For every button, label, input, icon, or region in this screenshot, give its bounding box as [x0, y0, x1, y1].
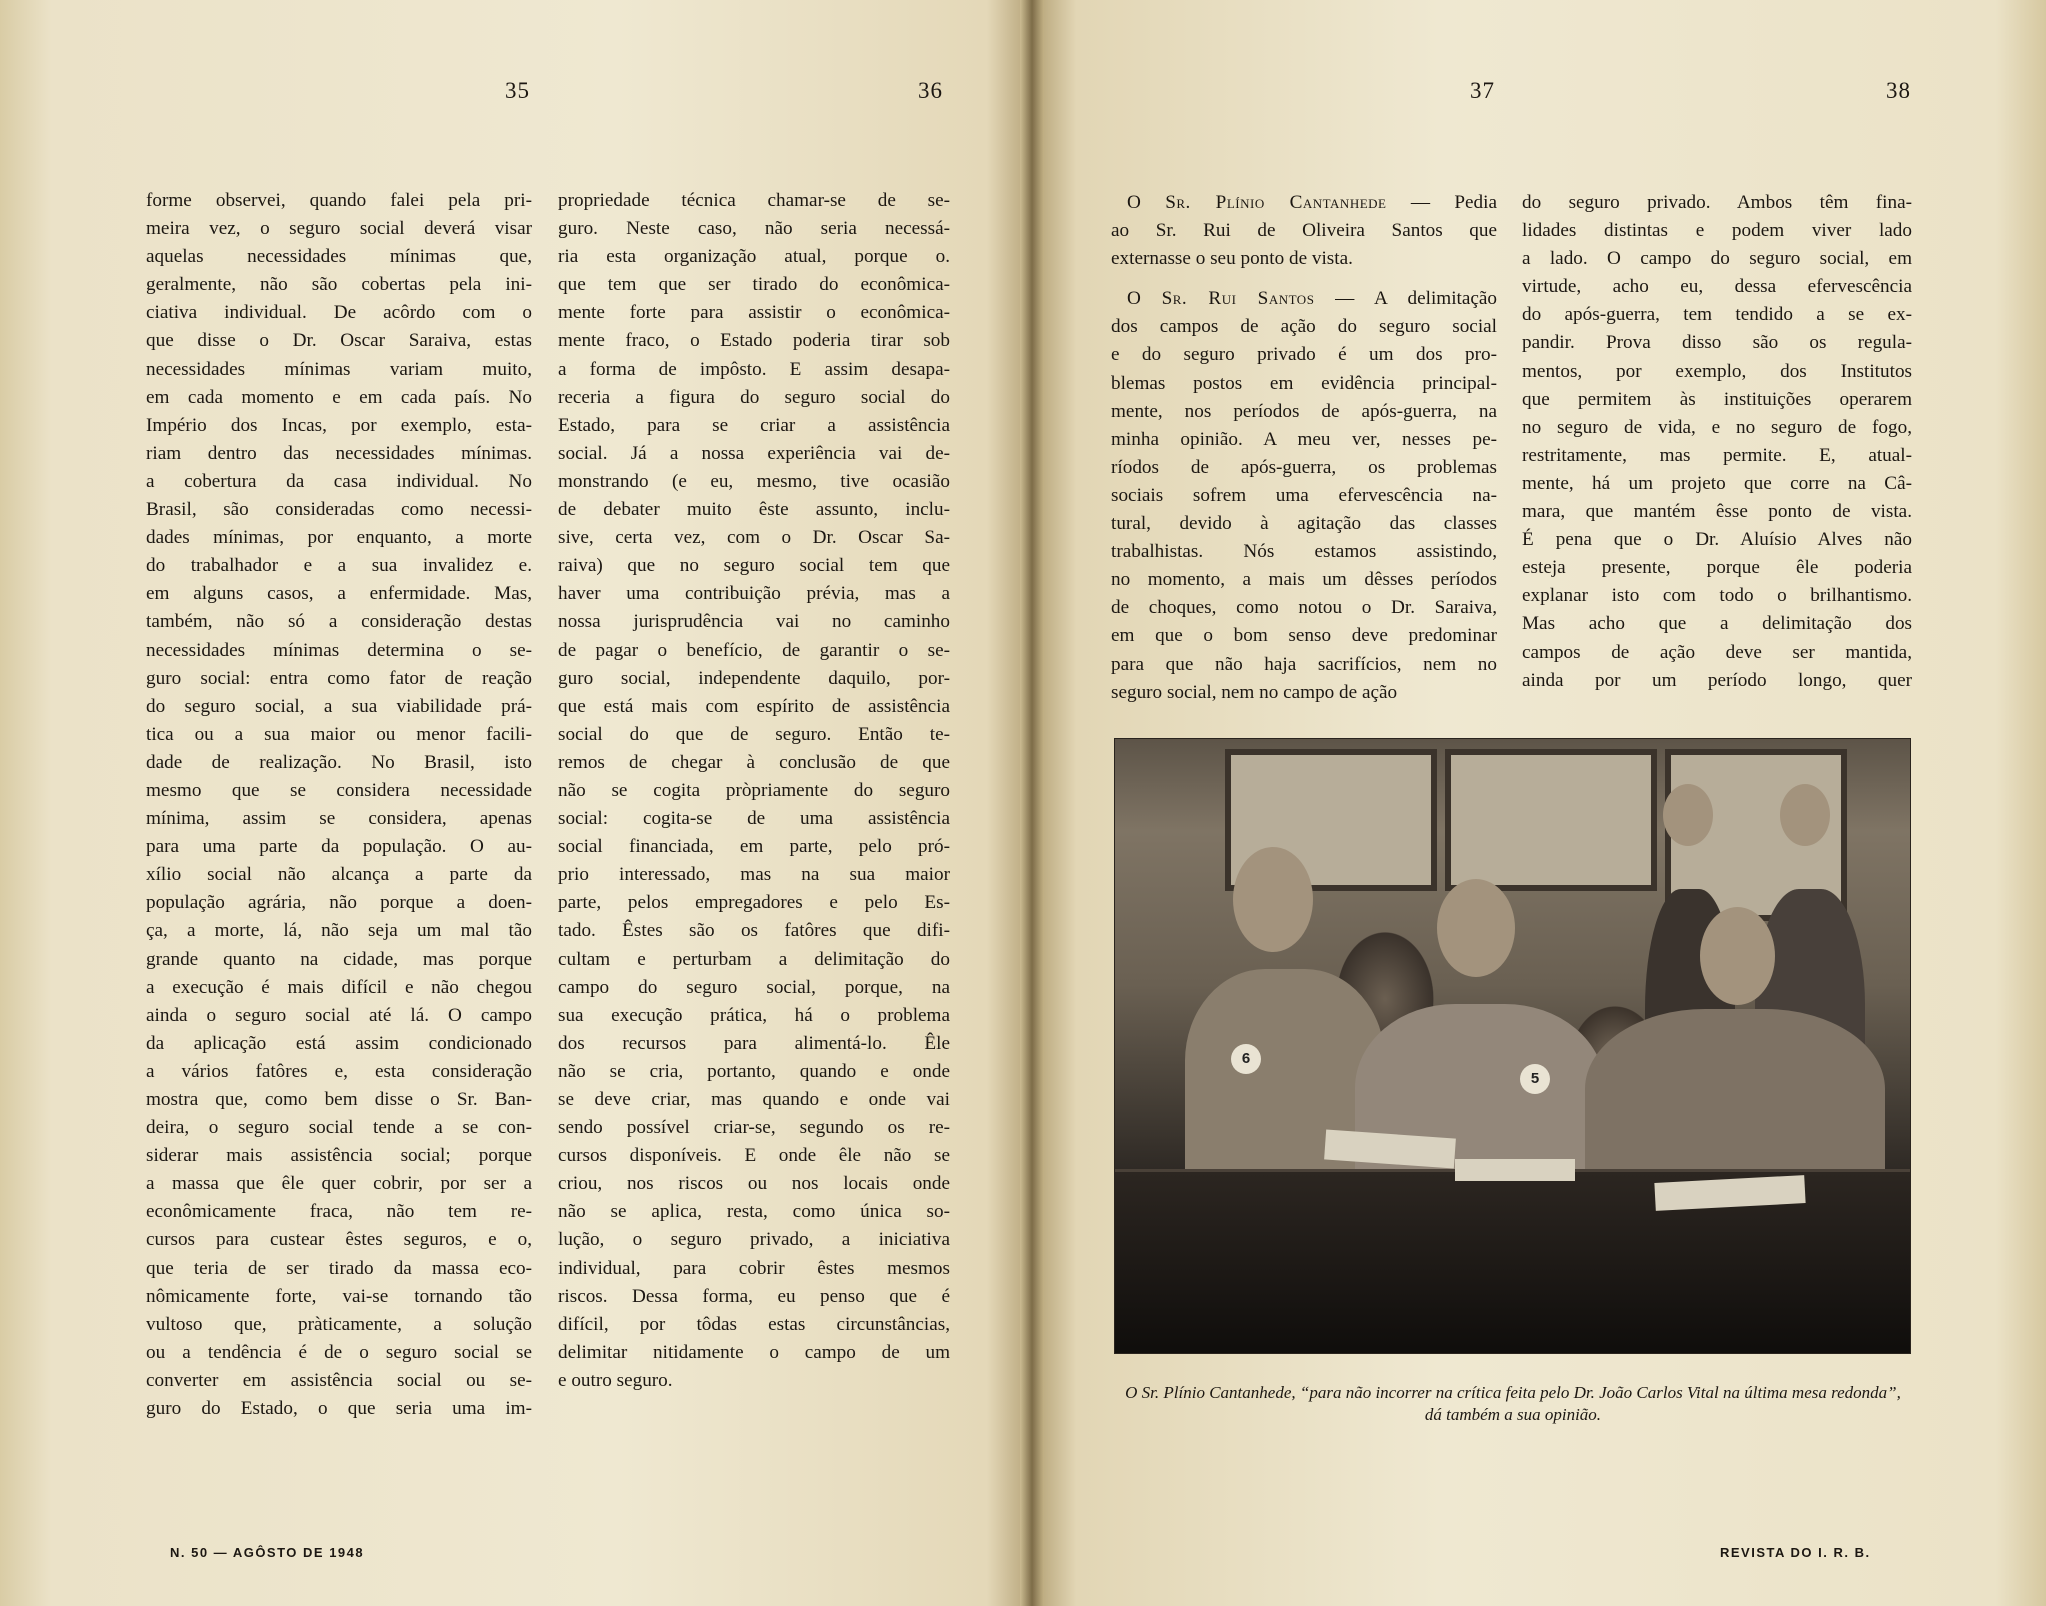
speaker-prefix: O: [1127, 288, 1141, 310]
text-line: ainda por um período longo, quer: [1522, 669, 1912, 691]
text-line: ria esta organização atual, porque o.: [558, 246, 950, 268]
text-column-3: [1111, 189, 1497, 707]
text-line: que disse o Dr. Oscar Saraiva, estas: [146, 330, 532, 352]
speaker-prefix: O: [1127, 192, 1141, 213]
text-line: forme observei, quando falei pela pri-: [146, 190, 532, 211]
text-line: vultoso que, pràticamente, a solução: [146, 1313, 532, 1335]
text-line: não se cria, portanto, quando e onde: [558, 1060, 950, 1082]
text-line: tica ou a sua maior ou menor facili-: [146, 723, 532, 745]
text-line: Estado, para se criar a assistência: [558, 414, 950, 436]
text-line: sociais sofrem uma efervescência na-: [1111, 484, 1497, 506]
text-line: mostra que, como bem disse o Sr. Ban-: [146, 1089, 532, 1110]
text-line: do seguro social, a sua viabilidade prá-: [146, 695, 532, 717]
text-line: guro do Estado, o que seria uma im-: [146, 1398, 532, 1420]
text-line: ça, a morte, lá, não seja um mal tão: [146, 920, 532, 942]
text-line: a forma de impôsto. E assim desapa-: [558, 358, 950, 380]
col3-p2-first-rest: — A delimitação: [1335, 288, 1498, 310]
papers-on-table: [1455, 1159, 1575, 1181]
text-line: de choques, como notou o Dr. Saraiva,: [1111, 597, 1497, 619]
text-line: população agrária, não porque a doen-: [146, 892, 532, 914]
text-line: e do seguro privado é um dos pro-: [1111, 344, 1497, 366]
text-line: deira, o seguro social tende a se con-: [146, 1117, 532, 1139]
text-line: guro. Neste caso, não seria necessá-: [558, 218, 950, 240]
text-column-1: [146, 187, 532, 1423]
text-line: de pagar o benefício, de garantir o se-: [558, 639, 950, 661]
text-line: mesmo que se considera necessidade: [146, 779, 532, 801]
standing-man-head: [1780, 784, 1830, 846]
text-line: em cada momento e em cada país. No: [146, 386, 532, 408]
text-line: mente, há um projeto que corre na Câ-: [1522, 472, 1912, 494]
text-line: dades mínimas, por enquanto, a morte: [146, 527, 532, 549]
text-line: a execução é mais difícil e não chegou: [146, 976, 532, 998]
text-line: receria a figura do seguro social do: [558, 386, 950, 408]
text-line: mara, que mantém êsse ponto de vista.: [1522, 501, 1912, 523]
text-line: social financiada, em parte, pelo pró-: [558, 836, 950, 858]
text-line: sive, certa vez, com o Dr. Oscar Sa-: [558, 527, 950, 549]
text-column-4: [1522, 189, 1912, 695]
text-line: econômicamente fraca, não tem re-: [146, 1201, 532, 1223]
text-line: restritamente, mas permite. E, atual-: [1522, 444, 1912, 466]
text-line: virtude, acho eu, dessa efervescência: [1522, 276, 1912, 298]
text-line: em que o bom senso deve predominar: [1111, 625, 1497, 647]
text-line: criou, nos riscos ou nos locais onde: [558, 1173, 950, 1195]
text-line: no seguro de vida, e no seguro de fogo,: [1522, 416, 1912, 438]
text-line: cultam e perturbam a delimitação do: [558, 948, 950, 970]
text-line: tural, devido à agitação das classes: [1111, 513, 1497, 535]
text-line: sendo possível criar-se, segundo os re-: [558, 1117, 950, 1139]
text-line: siderar mais assistência social; porque: [146, 1145, 532, 1167]
text-line: blemas postos em evidência principal-: [1111, 372, 1497, 394]
text-line: ciativa individual. De acôrdo com o: [146, 302, 532, 324]
text-line: remos de chegar à conclusão de que: [558, 751, 950, 773]
text-line: para que não haja sacrifícios, nem no: [1111, 653, 1497, 675]
text-line: mentos, por exemplo, dos Institutos: [1522, 360, 1912, 382]
text-line: lidades distintas e podem viver lado: [1522, 220, 1912, 242]
text-line: delimitar nitidamente o campo de um: [558, 1341, 950, 1363]
col3-p1-first-rest: — Pedia: [1410, 192, 1497, 213]
text-line: do trabalhador e a sua invalidez e.: [146, 555, 532, 577]
text-line: meira vez, o seguro social deverá visar: [146, 218, 532, 240]
text-line: riscos. Dessa forma, eu penso que é: [558, 1285, 950, 1307]
text-line: Mas acho que a delimitação dos: [1522, 613, 1912, 635]
page-number-37: 37: [1470, 78, 1495, 103]
text-line: geralmente, não são cobertas pela ini-: [146, 274, 532, 296]
text-line: ríodos de após-guerra, os problemas: [1111, 456, 1497, 478]
seated-man-head: [1700, 907, 1775, 1005]
page-number-35: 35: [505, 78, 530, 103]
speaker-name-rui: Sr. Rui Santos: [1161, 288, 1315, 310]
text-column-2: [558, 187, 950, 1395]
text-line: difícil, por tôdas estas circunstâncias,: [558, 1313, 950, 1335]
text-line: necessidades mínimas variam muito,: [146, 358, 532, 380]
text-line: prio interessado, mas na sua maior: [558, 864, 950, 886]
text-line: não se aplica, resta, como única so-: [558, 1201, 950, 1223]
text-line: haver uma contribuição prévia, mas a: [558, 583, 950, 605]
text-line: grande quanto na cidade, mas porque: [146, 948, 532, 970]
text-line: não se cogita pròpriamente do seguro: [558, 779, 950, 801]
text-line: Brasil, são consideradas como necessi-: [146, 499, 532, 521]
text-line: converter em assistência social ou se-: [146, 1369, 532, 1391]
text-line: esteja presente, porque êle poderia: [1522, 557, 1912, 579]
text-line: e outro seguro.: [558, 1369, 673, 1391]
text-line: do seguro privado. Ambos têm fina-: [1522, 192, 1912, 213]
text-line: parte, pelos empregadores e pelo Es-: [558, 892, 950, 914]
text-line: a lado. O campo do seguro social, em: [1522, 248, 1912, 270]
seated-man-head: [1233, 847, 1313, 952]
text-line: nômicamente forte, vai-se tornando tão: [146, 1285, 532, 1307]
text-line: aquelas necessidades mínimas que,: [146, 246, 532, 268]
text-line: guro social: entra como fator de reação: [146, 667, 532, 689]
text-line: campos de ação deve ser mantida,: [1522, 641, 1912, 663]
text-line: explanar isto com todo o brilhantismo.: [1522, 585, 1912, 607]
text-line: mínima, assim se considera, apenas: [146, 808, 532, 830]
text-line: xílio social não alcança a parte da: [146, 864, 532, 886]
text-line: sua execução prática, há o problema: [558, 1004, 950, 1026]
text-line: a cobertura da casa individual. No: [146, 470, 532, 492]
text-line: cursos disponíveis. E onde êle não se: [558, 1145, 950, 1167]
text-line: minha opinião. A meu ver, nesses pe-: [1111, 428, 1497, 450]
text-line: propriedade técnica chamar-se de se-: [558, 190, 950, 211]
book-gutter: [1020, 0, 1044, 1606]
text-line: de debater muito êste assunto, inclu-: [558, 499, 950, 521]
text-line: da aplicação está assim condicionado: [146, 1032, 532, 1054]
text-line: Império dos Incas, por exemplo, esta-: [146, 414, 532, 436]
text-line: mente, nos períodos de após-guerra, na: [1111, 400, 1497, 422]
text-line: campo do seguro social, porque, na: [558, 976, 950, 998]
text-line: É pena que o Dr. Aluísio Alves não: [1522, 529, 1912, 551]
seated-man-head: [1437, 879, 1515, 977]
text-line: social do que de seguro. Então te-: [558, 723, 950, 745]
text-line: riam dentro das necessidades mínimas.: [146, 442, 532, 464]
text-line: que teria de ser tirado da massa eco-: [146, 1257, 532, 1279]
text-line: externasse o seu ponto de vista.: [1111, 248, 1353, 270]
text-line: necessidades mínimas determina o se-: [146, 639, 532, 661]
text-line: em alguns casos, a enfermidade. Mas,: [146, 583, 532, 605]
text-line: que permitem às instituições operarem: [1522, 388, 1912, 410]
text-line: nossa jurisprudência vai no caminho: [558, 611, 950, 633]
footer-journal-name: REVISTA DO I. R. B.: [1720, 1545, 1871, 1560]
footer-issue-date: N. 50 — AGÔSTO DE 1948: [170, 1545, 365, 1560]
col3-paragraph-2-first-line: [1111, 285, 1497, 313]
text-line: do após-guerra, tem tendido a se ex-: [1522, 304, 1912, 326]
photo-caption: O Sr. Plínio Cantanhede, “para não incorrer na crítica feita pelo Dr. João Carlos Vital na última mesa redonda”, dá também a sua opinião.: [1125, 1383, 1901, 1424]
text-line: dos recursos para alimentá-lo. Êle: [558, 1032, 950, 1054]
text-line: social. Já a nossa experiência vai de-: [558, 442, 950, 464]
text-line: pandir. Prova disso são os regula-: [1522, 332, 1912, 354]
text-line: lução, o seguro privado, a iniciativa: [558, 1229, 950, 1251]
text-line: trabalhistas. Nós estamos assistindo,: [1111, 541, 1497, 563]
text-line: dos campos de ação do seguro social: [1111, 316, 1497, 338]
text-line: tado. Êstes são os fatôres que difi-: [558, 920, 950, 942]
col3-paragraph-1-first-line: [1111, 189, 1497, 217]
text-line: se deve criar, mas quando e onde vai: [558, 1089, 950, 1110]
meeting-photo: [1114, 738, 1911, 1354]
text-line: a vários fatôres e, esta consideração: [146, 1060, 532, 1082]
text-line: ainda o seguro social até lá. O campo: [146, 1004, 532, 1026]
text-line: ou a tendência é de o seguro social se: [146, 1341, 532, 1363]
standing-man-head: [1663, 784, 1713, 846]
text-line: dade de realização. No Brasil, isto: [146, 751, 532, 773]
text-line: que está mais com espírito de assistência: [558, 695, 950, 717]
text-line: individual, para cobrir êstes mesmos: [558, 1257, 950, 1279]
text-line: social: cogita-se de uma assistência: [558, 808, 950, 830]
text-line: ao Sr. Rui de Oliveira Santos que: [1111, 220, 1497, 242]
text-line: para uma parte da população. O au-: [146, 836, 532, 858]
text-line: no momento, a mais um dêsses períodos: [1111, 569, 1497, 591]
photo-window: [1445, 749, 1657, 891]
name-badge: 6: [1231, 1044, 1261, 1074]
page-number-36: 36: [918, 78, 943, 103]
name-badge: 5: [1520, 1064, 1550, 1094]
text-line: a massa que êle quer cobrir, por ser a: [146, 1173, 532, 1195]
text-line: mente forte para assistir o econômica-: [558, 302, 950, 324]
text-line: mente fraco, o Estado poderia tirar sob: [558, 330, 950, 352]
text-line: guro social, independente daquilo, por-: [558, 667, 950, 689]
text-line: raiva) que no seguro social tem que: [558, 555, 950, 577]
text-line: também, não só a consideração destas: [146, 611, 532, 633]
text-line: cursos para custear êstes seguros, e o,: [146, 1229, 532, 1251]
page-number-38: 38: [1886, 78, 1911, 103]
speaker-name-plinio: Sr. Plínio Cantanhede: [1165, 192, 1387, 213]
text-line: monstrando (e eu, mesmo, tive ocasião: [558, 470, 950, 492]
text-line: seguro social, nem no campo de ação: [1111, 681, 1398, 703]
text-line: que tem que ser tirado do econômica-: [558, 274, 950, 296]
